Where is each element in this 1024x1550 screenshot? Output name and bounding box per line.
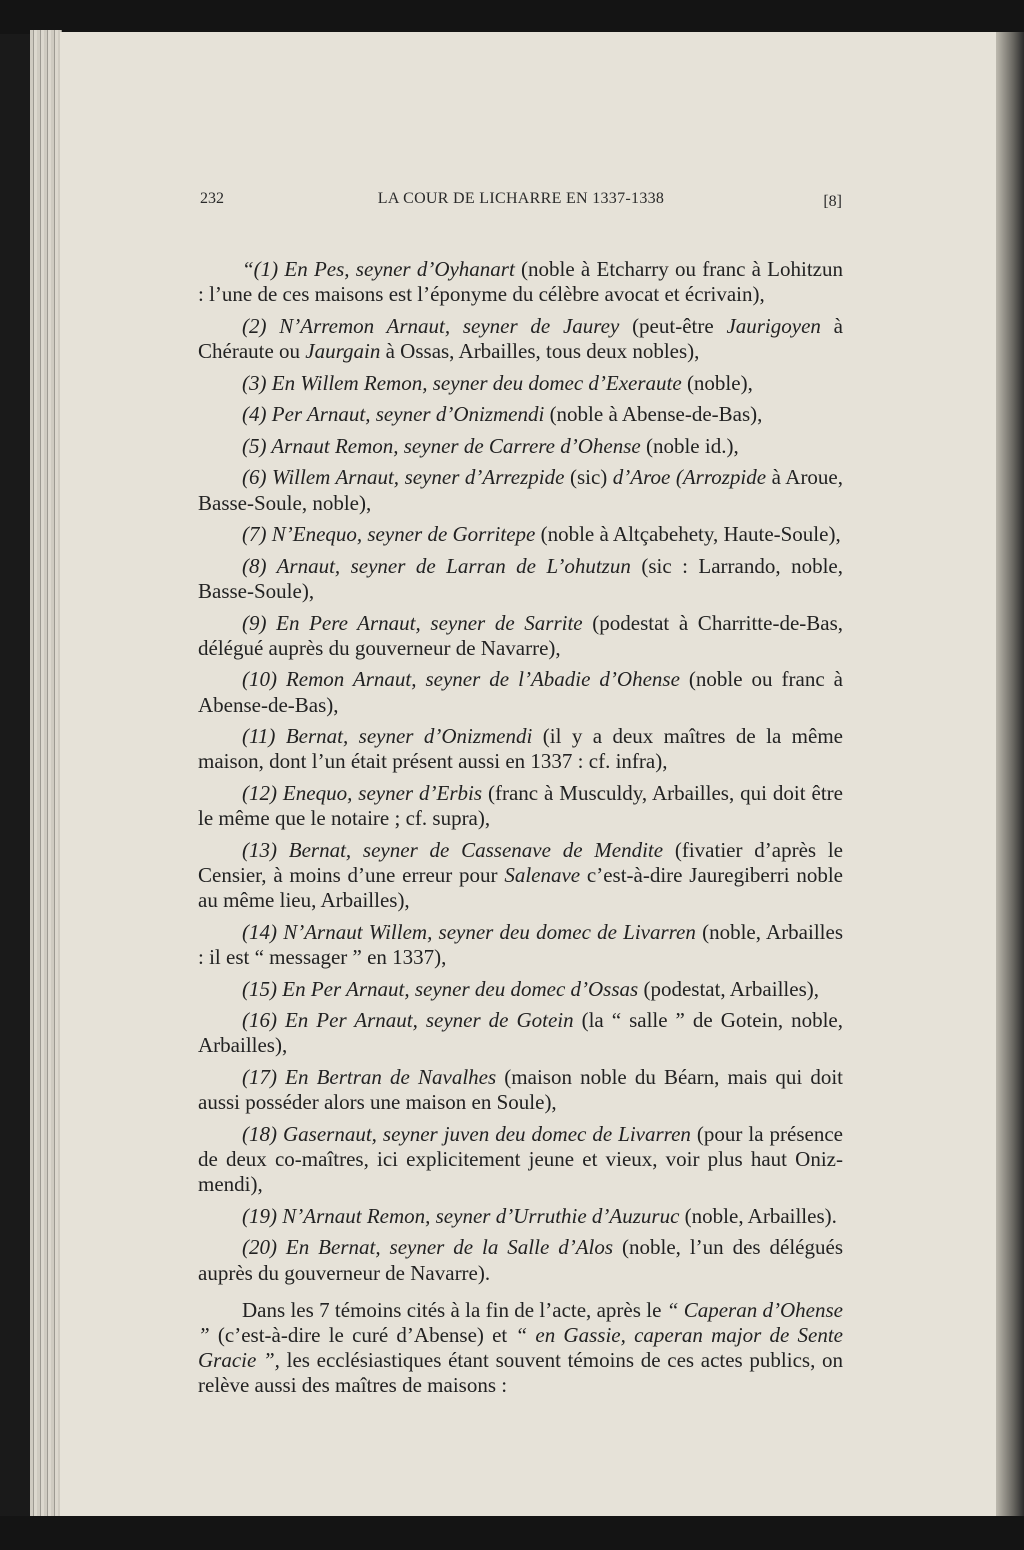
- italic-text: (19) N’Arnaut Remon, seyner d’Urruthie d’Auzuruc: [242, 1203, 680, 1228]
- list-entry: [198, 838, 843, 914]
- text: (peut-être: [619, 313, 727, 338]
- italic-text: (14) N’Arnaut Willem, seyner deu domec de Livarren: [242, 919, 696, 944]
- text: (sic): [564, 465, 613, 490]
- text: (noble, Arbailles).: [679, 1203, 837, 1228]
- list-entry: [198, 781, 843, 831]
- list-entry: [198, 402, 843, 427]
- italic-text: (8) Arnaut, seyner de Larran de L’ohutzun: [242, 553, 631, 578]
- italic-text: (7) N’Enequo, seyner de Gorritepe: [242, 522, 536, 547]
- text: (franc à Musculdy, Arbailles, qui doit être le même que le notaire ; cf. supra),: [198, 780, 843, 831]
- list-entry: [198, 257, 843, 307]
- text: à Ossas, Arbailles, tous deux nobles),: [380, 339, 700, 363]
- italic-text: (3) En Willem Remon, seyner deu domec d’Exeraute: [242, 370, 682, 395]
- text: (noble, l’un des délégués auprès du gouverneur de Navarre).: [198, 1235, 843, 1285]
- list-entry: [198, 977, 843, 1002]
- text: (fivatier d’après le Censier, à moins d’une erreur pour: [198, 837, 843, 887]
- italic-text: (9) En Pere Arnaut, seyner de Sarrite: [242, 610, 583, 635]
- list-entry: [198, 465, 843, 515]
- italic-text: (11) Bernat, seyner d’Onizmendi: [242, 724, 533, 749]
- text: (sic : Larrando, noble, Basse-Soule),: [198, 553, 843, 603]
- italic-text: (4) Per Arnaut, seyner d’Onizmendi: [242, 402, 545, 427]
- text: Dans les 7 témoins cités à la fin de l’acte, après le: [242, 1297, 667, 1322]
- list-entry: [198, 724, 843, 774]
- text: (noble à Abense-de-Bas),: [544, 402, 763, 427]
- page-body: [198, 257, 843, 1405]
- italic-text: “(1) En Pes, seyner d’Oyhanart: [242, 257, 515, 281]
- list-entry: [198, 667, 843, 717]
- running-title: LA COUR DE LICHARRE EN 1337-1338: [377, 190, 665, 207]
- page-number: 232: [200, 190, 224, 207]
- text: (la “ salle ” de Gotein, noble, Arbailles),: [198, 1008, 843, 1058]
- book-gutter: [996, 32, 1024, 1517]
- list-entry: [198, 522, 843, 547]
- list-entry: [198, 1122, 843, 1198]
- text: à Aroue, Basse-Soule, noble),: [198, 465, 844, 515]
- text: (noble ou franc à Abense-de-Bas),: [198, 667, 843, 717]
- page-stack-edges: [30, 30, 62, 1520]
- text: (il y a deux maîtres de la même maison, dont l’un était présent aussi en 1337 : cf. infra),: [198, 724, 843, 774]
- italic-text: d’Aroe (Arrozpide: [612, 465, 767, 490]
- list-entry: [198, 1235, 843, 1285]
- text: (noble à Altçabehety, Haute-Soule),: [535, 522, 841, 547]
- text: (noble, Arbailles : il est “ messager ” en 1337),: [198, 919, 843, 969]
- list-entry: [198, 1008, 843, 1058]
- text: (noble id.),: [640, 433, 739, 458]
- text: (podestat à Charritte-de-Bas, délégué auprès du gouverneur de Navarre),: [198, 610, 844, 660]
- italic-text: (6) Willem Arnaut, seyner d’Arrezpide: [242, 465, 565, 490]
- italic-text: (20) En Bernat, seyner de la Salle d’Alos: [242, 1235, 614, 1260]
- text: (podestat, Arbailles),: [638, 976, 819, 1001]
- list-entry: [198, 554, 843, 604]
- list-entry: [198, 434, 843, 459]
- text: (c’est-à-dire le curé d’Abense) et: [209, 1322, 516, 1347]
- list-entry: [198, 920, 843, 970]
- list-entry: [198, 1065, 843, 1115]
- text: c’est-à-dire Jauregiberri noble au même lieu, Arbailles),: [198, 862, 843, 913]
- text: (noble à Etcharry ou franc à Lohitzun : l’une de ces maisons est l’éponyme du célèbre avocat et écrivain),: [198, 257, 843, 307]
- italic-text: (16) En Per Arnaut, seyner de Gotein: [242, 1008, 574, 1033]
- italic-text: “ en Gassie, caperan major de Sente Gracie ”,: [198, 1322, 843, 1373]
- text: les ecclésiastiques étant souvent témoins de ces actes publics, on relève aussi des maîtres de maisons :: [198, 1348, 843, 1398]
- italic-text: (12) Enequo, seyner d’Erbis: [242, 780, 483, 805]
- italic-text: (17) En Bertran de Navalhes: [242, 1064, 497, 1089]
- list-entry: [198, 1204, 843, 1229]
- italic-text: Salenave: [504, 862, 581, 887]
- italic-text: “ Caperan d’Ohense ”: [198, 1297, 844, 1347]
- text: (noble),: [681, 370, 753, 395]
- italic-text: (5) Arnaut Remon, seyner de Carrere d’Ohense: [242, 433, 641, 458]
- scan-border-bottom: [0, 1516, 1024, 1550]
- text: (pour la présence de deux co-maîtres, ici explicitement jeune et vieux, voir plus haut Oniz-mendi),: [198, 1121, 843, 1197]
- italic-text: (2) N’Arremon Arnaut, seyner de Jaurey: [242, 313, 620, 338]
- scan-border-top: [0, 0, 1024, 34]
- italic-text: (15) En Per Arnaut, seyner deu domec d’Ossas: [242, 976, 639, 1001]
- list-entry: [198, 314, 843, 364]
- italic-text: (18) Gasernaut, seyner juven deu domec de Livarren: [242, 1121, 691, 1146]
- section-marker: [8]: [823, 193, 842, 210]
- italic-text: (10) Remon Arnaut, seyner de l’Abadie d’Ohense: [242, 667, 680, 692]
- italic-text: Jaurigoyen: [726, 313, 821, 338]
- list-entry: [198, 371, 843, 396]
- italic-text: Jaurgain: [305, 339, 381, 363]
- closing-paragraph: [198, 1298, 843, 1399]
- list-entry: [198, 611, 843, 661]
- italic-text: (13) Bernat, seyner de Cassenave de Mendite: [242, 837, 664, 862]
- text: (maison noble du Béarn, mais qui doit aussi posséder alors une maison en Soule),: [198, 1064, 843, 1115]
- text: à Chéraute ou: [198, 313, 843, 363]
